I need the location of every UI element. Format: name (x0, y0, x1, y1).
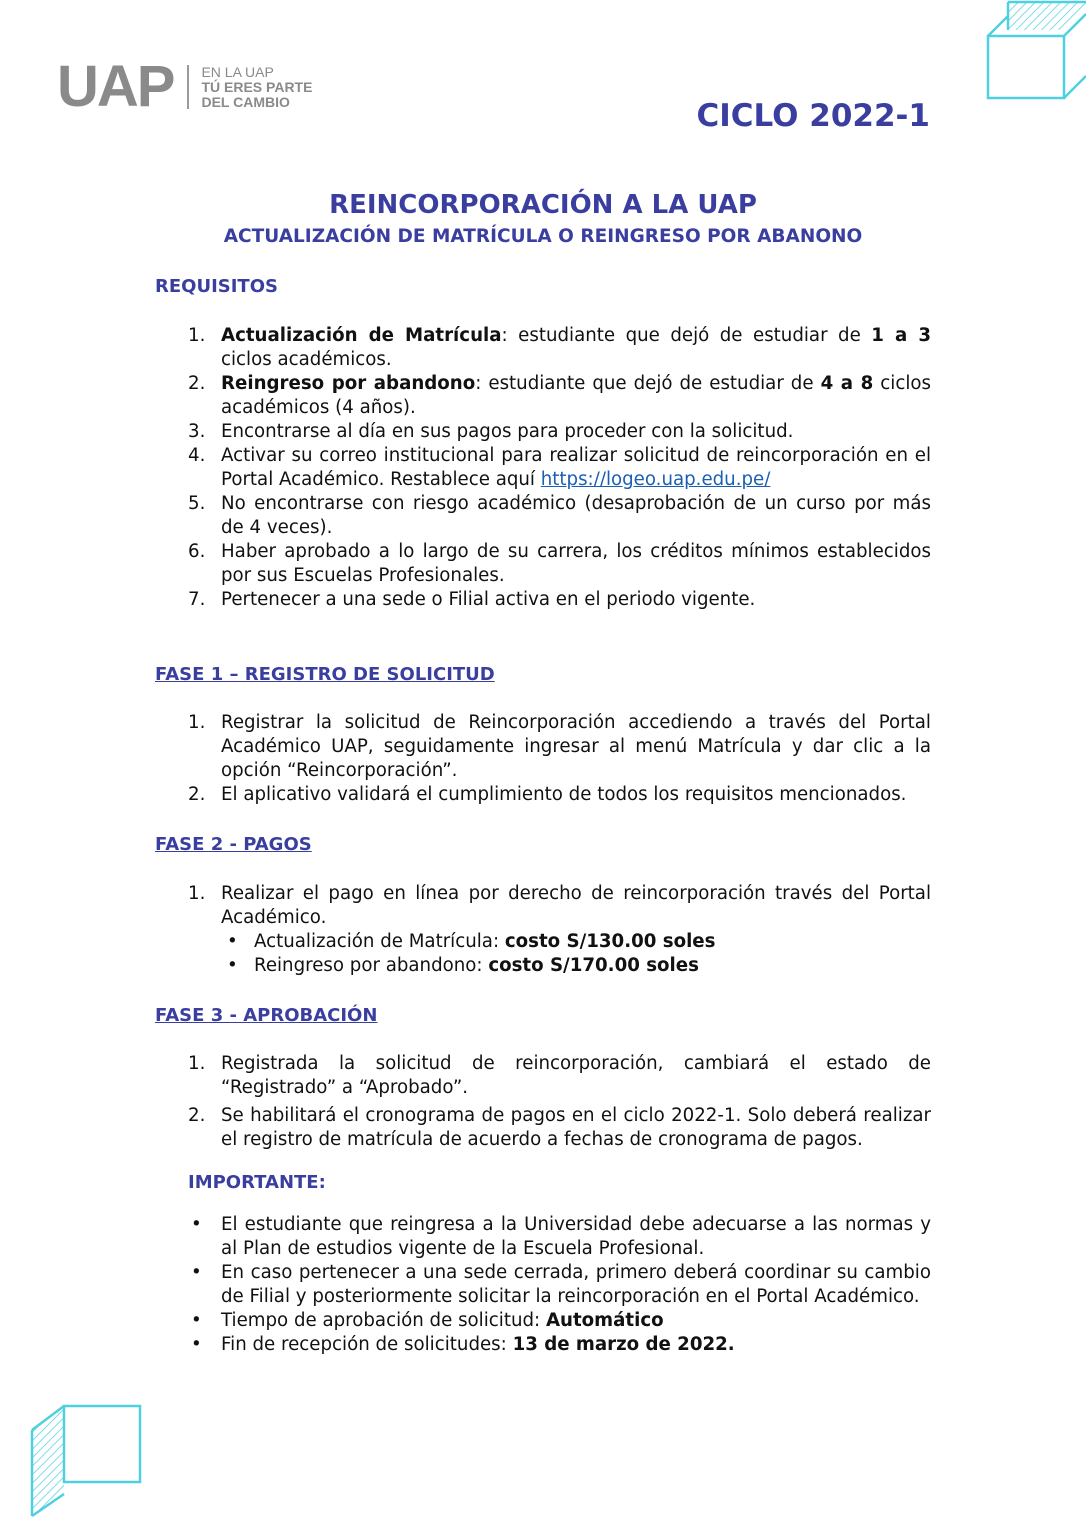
logo-mark: UAP (57, 54, 174, 119)
cube-decoration-top (986, 0, 1086, 104)
fase3-heading: FASE 3 - APROBACIÓN (155, 1005, 378, 1026)
logo-tagline (201, 65, 312, 110)
item-text: Reingreso por abandono: (254, 955, 489, 976)
list-item (221, 954, 931, 978)
fase2-heading: FASE 2 - PAGOS (155, 834, 312, 855)
list-item (155, 420, 931, 444)
uap-logo (57, 54, 313, 119)
fase2-list (155, 882, 931, 978)
requisitos-heading: REQUISITOS (155, 276, 278, 297)
list-item (155, 1333, 931, 1357)
item-bold: costo S/170.00 soles (488, 955, 699, 976)
bullet: • (191, 1262, 202, 1283)
bullet: • (191, 1334, 202, 1355)
item-text: Activar su correo institucional para realizar solicitud de reincorporación en el Portal Académico. Restablece aquí (221, 445, 931, 490)
item-text: Haber aprobado a lo largo de su carrera, los créditos mínimos establecidos por sus Escuelas Profesionales. (221, 541, 931, 586)
item-bold: 13 de marzo de 2022. (512, 1334, 735, 1355)
item-text: No encontrarse con riesgo académico (desaprobación de un curso por más de 4 veces). (221, 493, 931, 538)
list-item (221, 930, 931, 954)
list-item (155, 1309, 931, 1333)
bullet: • (191, 1214, 202, 1235)
item-text: Realizar el pago en línea por derecho de reincorporación través del Portal Académico. (221, 883, 931, 928)
document-subtitle: ACTUALIZACIÓN DE MATRÍCULA O REINGRESO POR ABANONO (223, 226, 863, 247)
item-text: El aplicativo validará el cumplimiento de todos los requisitos mencionados. (221, 784, 907, 805)
item-bold: Reingreso por abandono (221, 373, 476, 394)
list-item (155, 492, 931, 540)
item-text: : estudiante que dejó de estudiar de (475, 373, 821, 394)
item-bold: 1 a 3 (871, 325, 931, 346)
item-text: ciclos académicos. (221, 349, 392, 370)
bullet: • (227, 931, 238, 952)
item-number: 2. (188, 784, 206, 805)
list-item (155, 711, 931, 783)
list-item (155, 1052, 931, 1100)
item-text: Se habilitará el cronograma de pagos en el ciclo 2022-1. Solo deberá realizar el registro de matrícula de acuerdo a fechas de cronograma de pagos. (221, 1105, 931, 1150)
item-bold: costo S/130.00 soles (504, 931, 716, 952)
logo-tag-line3: DEL CAMBIO (201, 93, 290, 110)
cycle-label: CICLO 2022-1 (696, 98, 930, 134)
item-number: 6. (188, 541, 206, 562)
importante-list (155, 1213, 931, 1357)
importante-heading: IMPORTANTE: (188, 1172, 326, 1193)
item-text: Actualización de Matrícula: (254, 931, 505, 952)
list-item (155, 324, 931, 372)
item-number: 2. (188, 373, 206, 394)
list-item (155, 783, 931, 807)
list-item (155, 540, 931, 588)
item-bold: Automático (545, 1310, 664, 1331)
item-text: En caso pertenecer a una sede cerrada, primero deberá coordinar su cambio de Filial y posteriormente solicitar la reincorporación en el Portal Académico. (221, 1262, 931, 1307)
list-item (155, 882, 931, 978)
logo-tag-line1: EN LA UAP (201, 63, 274, 80)
fase1-heading: FASE 1 – REGISTRO DE SOLICITUD (155, 664, 495, 685)
cost-list (221, 930, 931, 978)
item-bold: Actualización de Matrícula (221, 325, 502, 346)
item-number: 2. (188, 1105, 206, 1126)
list-item (155, 444, 931, 492)
item-number: 7. (188, 589, 206, 610)
cube-decoration-bottom (28, 1402, 142, 1518)
item-number: 4. (188, 445, 206, 466)
list-item (155, 588, 931, 612)
list-item (155, 1261, 931, 1309)
list-item (155, 1213, 931, 1261)
logo-divider (187, 65, 189, 109)
item-number: 1. (188, 712, 206, 733)
item-text: El estudiante que reingresa a la Universidad debe adecuarse a las normas y al Plan de estudios vigente de la Escuela Profesional. (221, 1214, 931, 1259)
item-bold: 4 a 8 (820, 373, 874, 394)
fase3-list (155, 1052, 931, 1152)
item-text: Registrar la solicitud de Reincorporación accediendo a través del Portal Académico UAP, seguidamente ingresar al menú Matrícula y dar clic a la opción “Reincorporación”. (221, 712, 931, 781)
requisitos-list (155, 324, 931, 612)
item-text: Pertenecer a una sede o Filial activa en el periodo vigente. (221, 589, 756, 610)
item-number: 3. (188, 421, 206, 442)
item-number: 1. (188, 1053, 206, 1074)
bullet: • (227, 955, 238, 976)
item-text: Tiempo de aprobación de solicitud: (221, 1310, 546, 1331)
item-number: 1. (188, 883, 206, 904)
item-number: 5. (188, 493, 206, 514)
list-item (155, 1104, 931, 1152)
bullet: • (191, 1310, 202, 1331)
reset-email-link[interactable]: https://logeo.uap.edu.pe/ (540, 469, 771, 490)
item-number: 1. (188, 325, 206, 346)
item-text: ciclos académicos (4 años). (221, 373, 932, 418)
item-text: Fin de recepción de solicitudes: (221, 1334, 513, 1355)
list-item (155, 372, 931, 420)
logo-tag-line2: TÚ ERES PARTE (201, 78, 313, 95)
item-text: Registrada la solicitud de reincorporación, cambiará el estado de “Registrado” a “Aprobado”. (221, 1053, 931, 1098)
fase1-list (155, 711, 931, 807)
document-title: REINCORPORACIÓN A LA UAP (329, 190, 757, 220)
item-text: Encontrarse al día en sus pagos para proceder con la solicitud. (221, 421, 794, 442)
item-text: : estudiante que dejó de estudiar de (501, 325, 872, 346)
